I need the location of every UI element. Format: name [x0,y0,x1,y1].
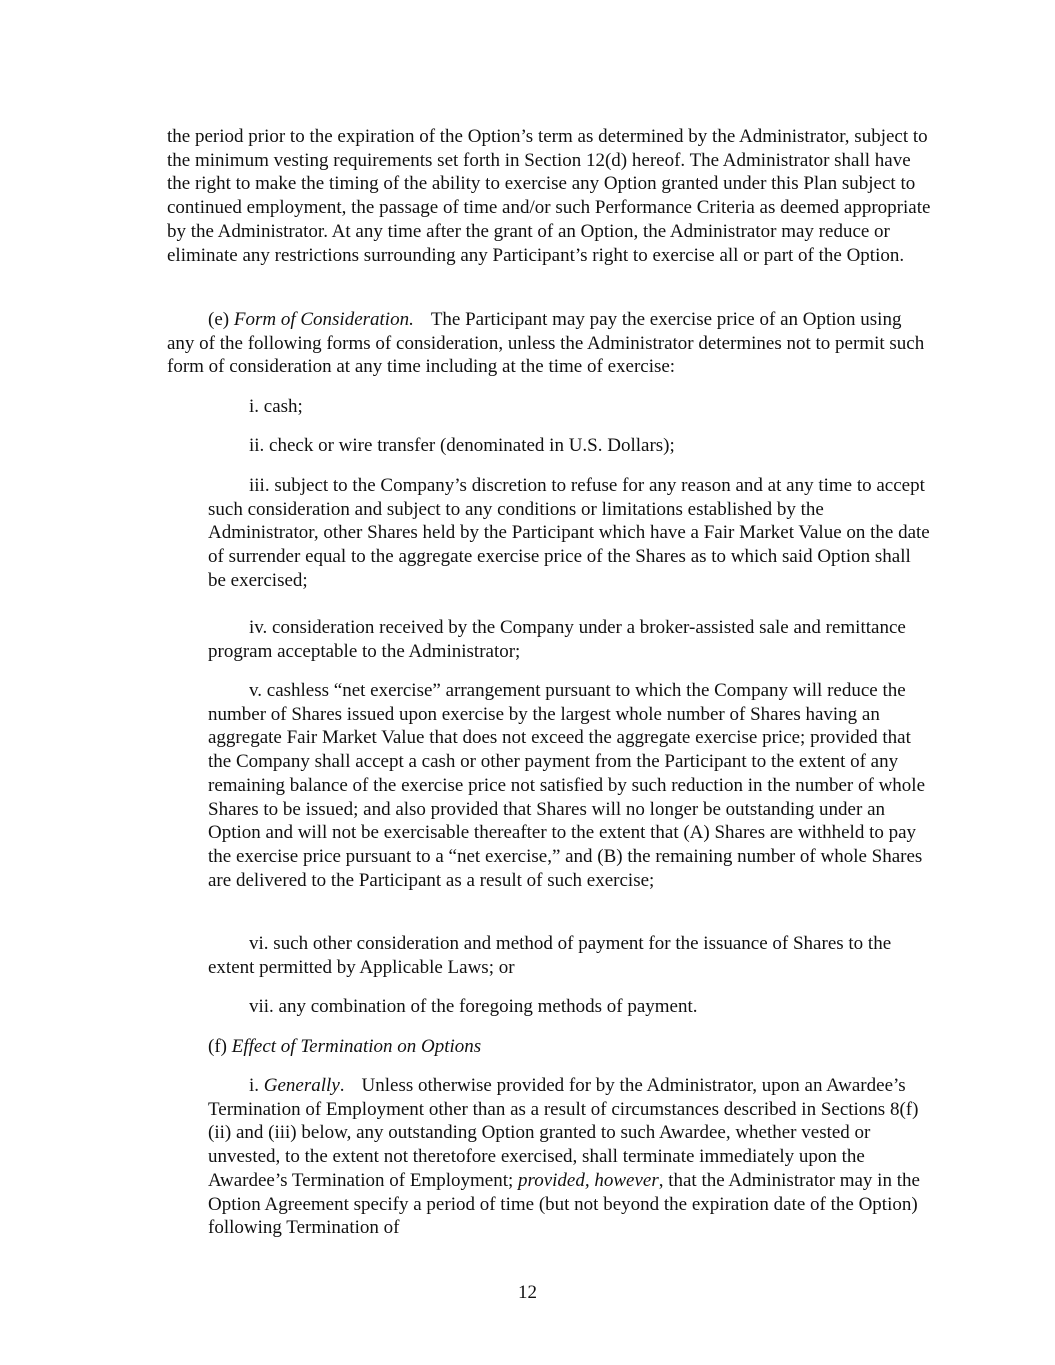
section-e-title: Form of Consideration. [233,309,414,330]
consideration-item-iii: iii. subject to the Company’s discretion to refuse for any reason and at any time to accept such consideration and subject to any conditions or limitations established by the Administrator, other Shares held by the Participant which have a Fair Market Value on the date of surrender equal to the aggregate exercise price of the Shares as to which said Option shall be exercised; [208,475,930,591]
consideration-item-v: v. cashless “net exercise” arrangement pursuant to which the Company will reduce the number of Shares issued upon exercise by the largest whole number of Shares having an aggregate Fair Market Value that does not exceed the aggregate exercise price; provided that the Company shall accept a cash or other payment from the Participant to the extent of any remaining balance of the exercise price not satisfied by such reduction in the number of whole Shares to be issued; and also provided that Shares will no longer be outstanding under an Option and will not be exercisable thereafter to the extent that (A) Shares are withheld to pay the exercise price pursuant to a “net exercise,” and (B) the remaining number of whole Shares are delivered to the Participant as a result of such exercise; [208,680,925,891]
section-f-item-i-body: Unless otherwise provided for by the Administrator, upon an Awardee’s Termination of Employment other than as a result of circumstances described in Sections 8(f)(ii) and (iii) below, any outstanding Option granted to such Awardee, whether vested or unvested, to the extent not theretofore exercised, shall terminate immediately upon the Awardee’s Termination of Employment; [208,1075,919,1191]
section-f-heading [167,1035,932,1059]
section-f-item-i-title: Generally [263,1075,340,1096]
section-e-paragraph [167,308,932,379]
consideration-item-i: i. cash; [249,396,303,417]
section-f-label: (f) [208,1036,227,1057]
consideration-item-iv: iv. consideration received by the Company under a broker-assisted sale and remittance program acceptable to the Administrator; [208,617,906,662]
section-f-item-i: i. Generally. Unless otherwise provided for by the Administrator, upon an Awardee’s Termination of Employment other than as a result of circumstances described in Sections 8(f)(ii) and (iii) below, any outstanding Option granted to such Awardee, whether vested or unvested, to the extent not theretofore exercised, shall terminate immediately upon the Awardee’s Termination of Employment; provided, however, that the Administrator may in the Option Agreement specify a period of time (but not beyond the expiration date of the Option) following Termination of [208,1075,920,1239]
consideration-item-ii: ii. check or wire transfer (denominated in U.S. Dollars); [249,435,675,456]
consideration-item-vi: vi. such other consideration and method of payment for the issuance of Shares to the extent permitted by Applicable Laws; or [208,933,892,978]
consideration-item-vii: vii. any combination of the foregoing methods of payment. [249,996,698,1017]
section-e-label: (e) [208,309,230,330]
page-number: 12 [518,1282,537,1303]
section-f-title: Effect of Termination on Options [231,1036,482,1057]
section-e-body: The Participant may pay the exercise price of an Option using any of the following forms of consideration, unless the Administrator determines not to permit such form of consideration at any time including at the time of exercise: [167,309,925,378]
section-f-item-i-body-continued: , that the Administrator may in the Option Agreement specify a period of time (but not beyond the expiration date of the Option) following Termination of [208,1169,920,1239]
intro-paragraph: the period prior to the expiration of the Option’s term as determined by the Administrator, subject to the minimum vesting requirements set forth in Section 12(d) hereof. The Administrator shall have the right to make the timing of the ability to exercise any Option granted under this Plan subject to continued employment, the passage of time and/or such Performance Criteria as deemed appropriate by the Administrator. At any time after the grant of an Option, the Administrator may reduce or eliminate any restrictions surrounding any Participant’s right to exercise all or part of the Option. [167,126,931,266]
section-f-item-i-emphasis: provided, however [518,1169,659,1191]
section-f-item-i-label: i. [249,1075,260,1096]
